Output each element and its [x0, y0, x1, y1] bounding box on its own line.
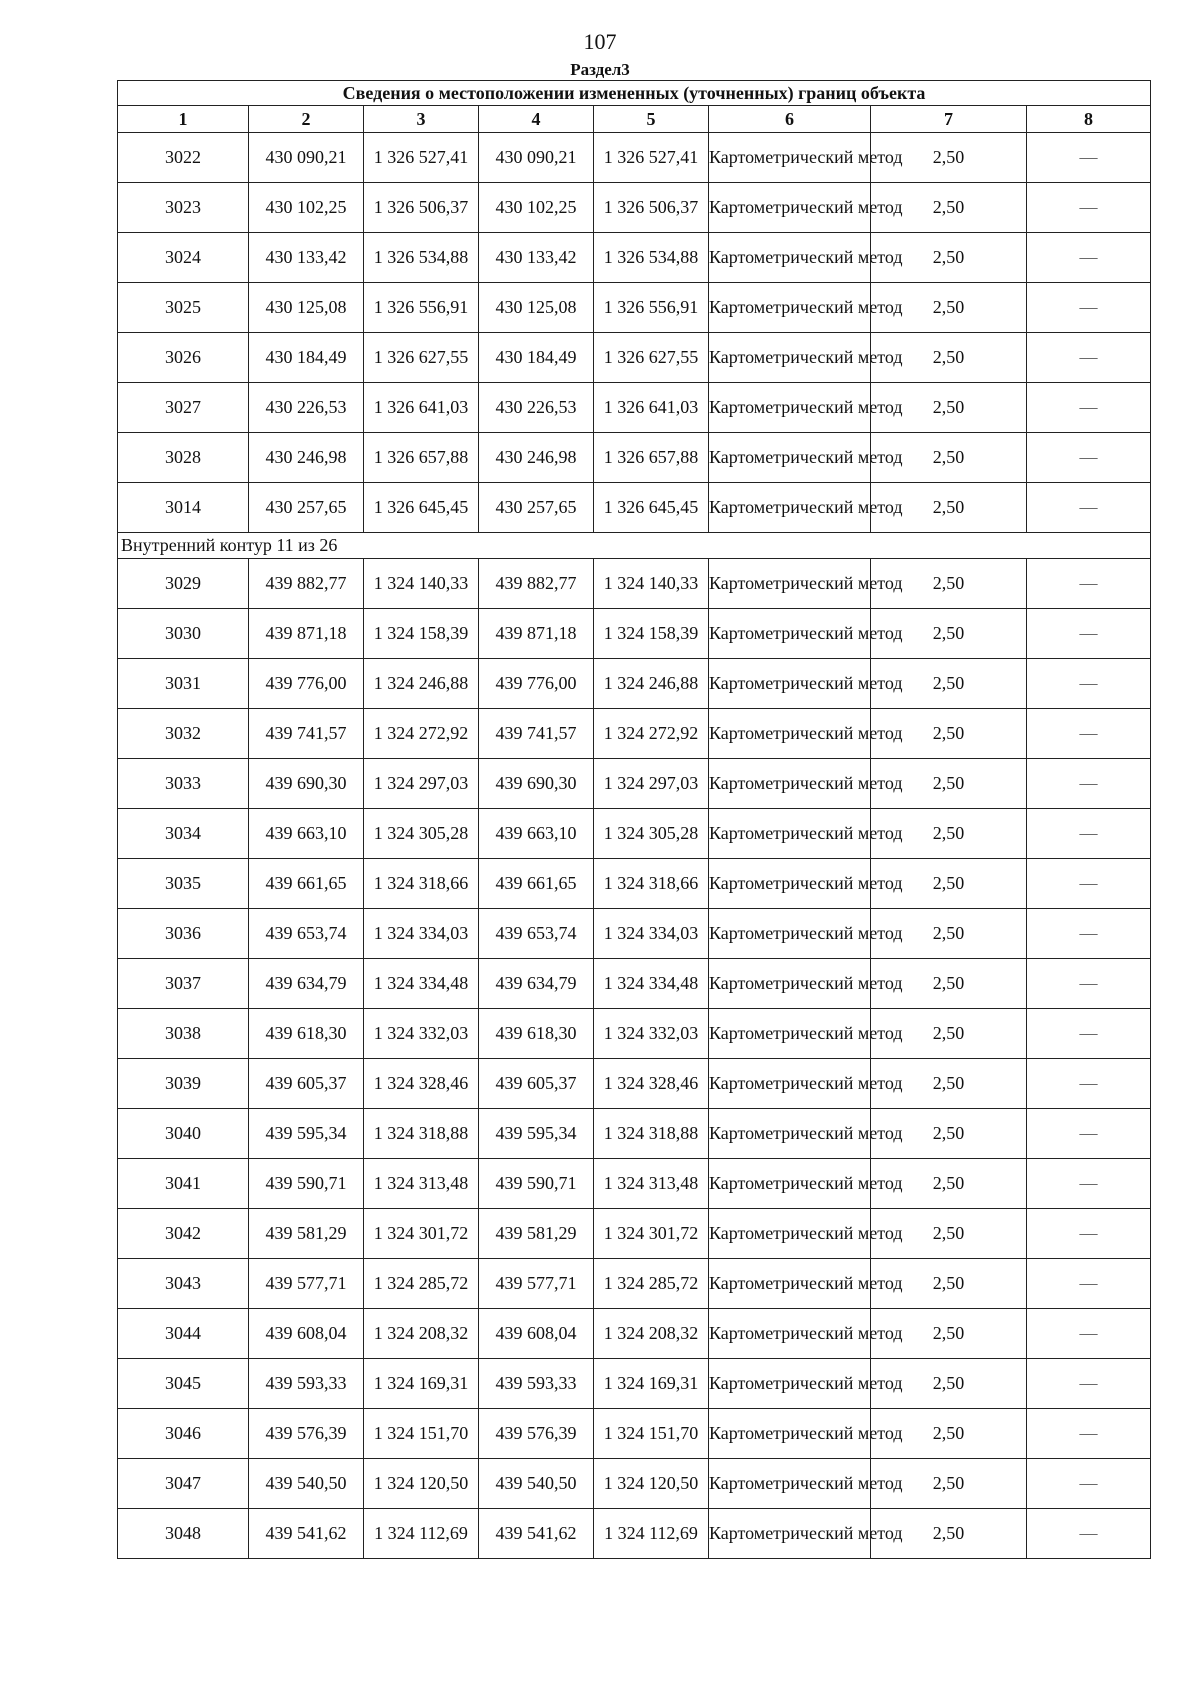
cell-accuracy: 2,50 [871, 959, 1027, 1009]
column-number: 2 [249, 106, 364, 133]
cell-method: Картометрический метод [709, 1409, 871, 1459]
cell-description: — [1027, 333, 1151, 383]
cell-x-new: 439 593,33 [479, 1359, 594, 1409]
cell-accuracy: 2,50 [871, 1259, 1027, 1309]
cell-method: Картометрический метод [709, 433, 871, 483]
table-row [118, 1409, 1151, 1459]
cell-method: Картометрический метод [709, 1259, 871, 1309]
cell-point-number: 3037 [118, 959, 249, 1009]
cell-y-old: 1 324 112,69 [364, 1509, 479, 1559]
cell-y-old: 1 324 318,66 [364, 859, 479, 909]
table-caption-row [118, 81, 1151, 106]
cell-y-old: 1 324 332,03 [364, 1009, 479, 1059]
cell-description: — [1027, 1259, 1151, 1309]
cell-x-old: 439 871,18 [249, 609, 364, 659]
cell-description: — [1027, 433, 1151, 483]
cell-point-number: 3023 [118, 183, 249, 233]
cell-y-old: 1 324 285,72 [364, 1259, 479, 1309]
cell-method: Картометрический метод [709, 333, 871, 383]
cell-accuracy: 2,50 [871, 233, 1027, 283]
cell-description: — [1027, 383, 1151, 433]
table-row [118, 559, 1151, 609]
table-row [118, 1259, 1151, 1309]
cell-y-new: 1 324 318,66 [594, 859, 709, 909]
cell-x-old: 439 577,71 [249, 1259, 364, 1309]
cell-description: — [1027, 909, 1151, 959]
cell-y-new: 1 324 332,03 [594, 1009, 709, 1059]
table-caption: Сведения о местоположении измененных (уточненных) границ объекта [118, 81, 1151, 106]
cell-description: — [1027, 1359, 1151, 1409]
cell-x-new: 439 608,04 [479, 1309, 594, 1359]
cell-accuracy: 2,50 [871, 383, 1027, 433]
cell-accuracy: 2,50 [871, 1459, 1027, 1509]
cell-description: — [1027, 1459, 1151, 1509]
table-row [118, 433, 1151, 483]
cell-x-old: 439 690,30 [249, 759, 364, 809]
cell-y-new: 1 326 556,91 [594, 283, 709, 333]
cell-accuracy: 2,50 [871, 709, 1027, 759]
cell-accuracy: 2,50 [871, 609, 1027, 659]
cell-point-number: 3014 [118, 483, 249, 533]
cell-x-old: 439 605,37 [249, 1059, 364, 1109]
table-row [118, 609, 1151, 659]
cell-description: — [1027, 183, 1151, 233]
cell-accuracy: 2,50 [871, 1359, 1027, 1409]
cell-y-new: 1 324 313,48 [594, 1159, 709, 1209]
cell-y-new: 1 326 534,88 [594, 233, 709, 283]
cell-method: Картометрический метод [709, 859, 871, 909]
cell-y-new: 1 324 318,88 [594, 1109, 709, 1159]
cell-y-new: 1 324 246,88 [594, 659, 709, 709]
table-row [118, 1009, 1151, 1059]
page-number: 107 [583, 29, 617, 54]
cell-description: — [1027, 483, 1151, 533]
cell-description: — [1027, 1109, 1151, 1159]
cell-x-new: 439 540,50 [479, 1459, 594, 1509]
table-row [118, 759, 1151, 809]
cell-accuracy: 2,50 [871, 133, 1027, 183]
cell-point-number: 3022 [118, 133, 249, 183]
cell-y-new: 1 324 151,70 [594, 1409, 709, 1459]
cell-x-old: 439 593,33 [249, 1359, 364, 1409]
cell-point-number: 3030 [118, 609, 249, 659]
cell-y-old: 1 324 272,92 [364, 709, 479, 759]
cell-accuracy: 2,50 [871, 1309, 1027, 1359]
cell-y-new: 1 326 657,88 [594, 433, 709, 483]
cell-y-old: 1 324 140,33 [364, 559, 479, 609]
table-row [118, 133, 1151, 183]
cell-y-old: 1 326 534,88 [364, 233, 479, 283]
cell-x-old: 439 776,00 [249, 659, 364, 709]
cell-accuracy: 2,50 [871, 333, 1027, 383]
cell-x-new: 430 102,25 [479, 183, 594, 233]
cell-point-number: 3043 [118, 1259, 249, 1309]
cell-accuracy: 2,50 [871, 1409, 1027, 1459]
table-row [118, 1059, 1151, 1109]
cell-y-new: 1 324 334,48 [594, 959, 709, 1009]
cell-method: Картометрический метод [709, 759, 871, 809]
cell-x-new: 439 634,79 [479, 959, 594, 1009]
column-number: 1 [118, 106, 249, 133]
cell-y-old: 1 324 334,48 [364, 959, 479, 1009]
cell-method: Картометрический метод [709, 483, 871, 533]
cell-y-new: 1 326 506,37 [594, 183, 709, 233]
cell-x-old: 430 246,98 [249, 433, 364, 483]
cell-y-old: 1 324 151,70 [364, 1409, 479, 1459]
cell-y-old: 1 326 657,88 [364, 433, 479, 483]
cell-x-new: 430 226,53 [479, 383, 594, 433]
cell-point-number: 3026 [118, 333, 249, 383]
cell-method: Картометрический метод [709, 1109, 871, 1159]
table-row [118, 1209, 1151, 1259]
cell-x-old: 430 102,25 [249, 183, 364, 233]
cell-point-number: 3032 [118, 709, 249, 759]
cell-method: Картометрический метод [709, 1509, 871, 1559]
cell-point-number: 3044 [118, 1309, 249, 1359]
cell-x-new: 439 577,71 [479, 1259, 594, 1309]
cell-method: Картометрический метод [709, 1309, 871, 1359]
table-row [118, 1459, 1151, 1509]
table-row [118, 959, 1151, 1009]
cell-x-old: 439 581,29 [249, 1209, 364, 1259]
cell-x-old: 439 882,77 [249, 559, 364, 609]
cell-y-old: 1 326 556,91 [364, 283, 479, 333]
cell-x-new: 439 661,65 [479, 859, 594, 909]
cell-accuracy: 2,50 [871, 659, 1027, 709]
cell-y-new: 1 326 641,03 [594, 383, 709, 433]
cell-method: Картометрический метод [709, 383, 871, 433]
column-number: 5 [594, 106, 709, 133]
cell-method: Картометрический метод [709, 1459, 871, 1509]
cell-method: Картометрический метод [709, 283, 871, 333]
cell-method: Картометрический метод [709, 909, 871, 959]
cell-x-new: 439 590,71 [479, 1159, 594, 1209]
cell-description: — [1027, 283, 1151, 333]
cell-y-new: 1 324 301,72 [594, 1209, 709, 1259]
cell-x-new: 430 257,65 [479, 483, 594, 533]
cell-x-new: 439 581,29 [479, 1209, 594, 1259]
cell-y-old: 1 326 527,41 [364, 133, 479, 183]
column-number: 8 [1027, 106, 1151, 133]
contour-label-row [118, 533, 1151, 559]
cell-x-new: 439 618,30 [479, 1009, 594, 1059]
cell-y-new: 1 326 527,41 [594, 133, 709, 183]
cell-y-old: 1 324 318,88 [364, 1109, 479, 1159]
table-row [118, 1509, 1151, 1559]
table-row [118, 1359, 1151, 1409]
cell-point-number: 3047 [118, 1459, 249, 1509]
cell-accuracy: 2,50 [871, 1109, 1027, 1159]
cell-x-new: 439 595,34 [479, 1109, 594, 1159]
cell-description: — [1027, 1009, 1151, 1059]
cell-accuracy: 2,50 [871, 859, 1027, 909]
cell-x-old: 439 541,62 [249, 1509, 364, 1559]
cell-method: Картометрический метод [709, 133, 871, 183]
cell-x-old: 439 576,39 [249, 1409, 364, 1459]
cell-x-new: 439 690,30 [479, 759, 594, 809]
cell-point-number: 3034 [118, 809, 249, 859]
cell-description: — [1027, 759, 1151, 809]
cell-x-new: 439 576,39 [479, 1409, 594, 1459]
section-title: Раздел3 [570, 60, 630, 79]
cell-accuracy: 2,50 [871, 1009, 1027, 1059]
column-number: 6 [709, 106, 871, 133]
column-number-row [118, 106, 1151, 133]
cell-y-old: 1 326 641,03 [364, 383, 479, 433]
cell-x-old: 430 184,49 [249, 333, 364, 383]
table-row [118, 333, 1151, 383]
cell-method: Картометрический метод [709, 1209, 871, 1259]
cell-description: — [1027, 609, 1151, 659]
column-number: 7 [871, 106, 1027, 133]
cell-accuracy: 2,50 [871, 559, 1027, 609]
cell-x-old: 439 661,65 [249, 859, 364, 909]
cell-point-number: 3028 [118, 433, 249, 483]
cell-point-number: 3029 [118, 559, 249, 609]
cell-method: Картометрический метод [709, 1159, 871, 1209]
cell-method: Картометрический метод [709, 809, 871, 859]
cell-y-old: 1 324 328,46 [364, 1059, 479, 1109]
cell-x-old: 439 741,57 [249, 709, 364, 759]
cell-y-new: 1 324 272,92 [594, 709, 709, 759]
cell-method: Картометрический метод [709, 609, 871, 659]
table-row [118, 809, 1151, 859]
table-row [118, 1309, 1151, 1359]
cell-y-old: 1 326 627,55 [364, 333, 479, 383]
cell-method: Картометрический метод [709, 233, 871, 283]
cell-method: Картометрический метод [709, 959, 871, 1009]
cell-description: — [1027, 1209, 1151, 1259]
cell-description: — [1027, 1309, 1151, 1359]
cell-x-new: 430 246,98 [479, 433, 594, 483]
cell-description: — [1027, 809, 1151, 859]
cell-description: — [1027, 709, 1151, 759]
cell-x-old: 430 226,53 [249, 383, 364, 433]
cell-y-new: 1 326 627,55 [594, 333, 709, 383]
table-row [118, 1109, 1151, 1159]
cell-description: — [1027, 959, 1151, 1009]
cell-method: Картометрический метод [709, 183, 871, 233]
table-row [118, 859, 1151, 909]
cell-y-new: 1 324 169,31 [594, 1359, 709, 1409]
cell-point-number: 3027 [118, 383, 249, 433]
cell-point-number: 3046 [118, 1409, 249, 1459]
table-row [118, 283, 1151, 333]
cell-y-old: 1 324 169,31 [364, 1359, 479, 1409]
cell-accuracy: 2,50 [871, 483, 1027, 533]
cell-accuracy: 2,50 [871, 1509, 1027, 1559]
cell-point-number: 3033 [118, 759, 249, 809]
cell-accuracy: 2,50 [871, 283, 1027, 333]
cell-point-number: 3036 [118, 909, 249, 959]
cell-x-old: 430 125,08 [249, 283, 364, 333]
cell-description: — [1027, 559, 1151, 609]
cell-description: — [1027, 233, 1151, 283]
cell-y-new: 1 324 305,28 [594, 809, 709, 859]
cell-description: — [1027, 659, 1151, 709]
cell-y-old: 1 324 246,88 [364, 659, 479, 709]
boundary-coordinates-table [117, 80, 1151, 1559]
cell-x-new: 439 605,37 [479, 1059, 594, 1109]
cell-y-new: 1 326 645,45 [594, 483, 709, 533]
cell-y-old: 1 324 208,32 [364, 1309, 479, 1359]
cell-accuracy: 2,50 [871, 1159, 1027, 1209]
cell-x-new: 439 741,57 [479, 709, 594, 759]
cell-point-number: 3035 [118, 859, 249, 909]
cell-x-new: 430 184,49 [479, 333, 594, 383]
cell-y-new: 1 324 328,46 [594, 1059, 709, 1109]
cell-method: Картометрический метод [709, 559, 871, 609]
cell-y-old: 1 324 297,03 [364, 759, 479, 809]
cell-x-new: 430 133,42 [479, 233, 594, 283]
cell-accuracy: 2,50 [871, 809, 1027, 859]
cell-point-number: 3045 [118, 1359, 249, 1409]
cell-x-old: 439 595,34 [249, 1109, 364, 1159]
cell-description: — [1027, 1509, 1151, 1559]
cell-point-number: 3038 [118, 1009, 249, 1059]
cell-x-new: 430 125,08 [479, 283, 594, 333]
cell-method: Картометрический метод [709, 659, 871, 709]
cell-point-number: 3039 [118, 1059, 249, 1109]
cell-description: — [1027, 1059, 1151, 1109]
cell-x-new: 439 776,00 [479, 659, 594, 709]
cell-x-old: 430 257,65 [249, 483, 364, 533]
cell-accuracy: 2,50 [871, 1209, 1027, 1259]
contour-label: Внутренний контур 11 из 26 [118, 533, 1151, 559]
table-row [118, 233, 1151, 283]
table-body [118, 133, 1151, 1559]
cell-description: — [1027, 859, 1151, 909]
cell-x-old: 439 653,74 [249, 909, 364, 959]
table-row [118, 383, 1151, 433]
cell-point-number: 3048 [118, 1509, 249, 1559]
cell-x-old: 439 663,10 [249, 809, 364, 859]
cell-description: — [1027, 1409, 1151, 1459]
cell-accuracy: 2,50 [871, 1059, 1027, 1109]
cell-point-number: 3042 [118, 1209, 249, 1259]
cell-method: Картометрический метод [709, 1359, 871, 1409]
column-number: 3 [364, 106, 479, 133]
cell-y-old: 1 324 313,48 [364, 1159, 479, 1209]
cell-description: — [1027, 133, 1151, 183]
cell-y-old: 1 326 645,45 [364, 483, 479, 533]
cell-accuracy: 2,50 [871, 759, 1027, 809]
cell-y-old: 1 324 158,39 [364, 609, 479, 659]
table-row [118, 709, 1151, 759]
cell-x-new: 439 541,62 [479, 1509, 594, 1559]
cell-x-old: 439 590,71 [249, 1159, 364, 1209]
cell-y-new: 1 324 208,32 [594, 1309, 709, 1359]
cell-accuracy: 2,50 [871, 183, 1027, 233]
cell-point-number: 3024 [118, 233, 249, 283]
cell-y-old: 1 324 120,50 [364, 1459, 479, 1509]
table-row [118, 659, 1151, 709]
cell-accuracy: 2,50 [871, 909, 1027, 959]
table-row [118, 483, 1151, 533]
cell-x-old: 439 540,50 [249, 1459, 364, 1509]
cell-x-old: 430 090,21 [249, 133, 364, 183]
table-row [118, 909, 1151, 959]
cell-x-old: 430 133,42 [249, 233, 364, 283]
cell-x-old: 439 608,04 [249, 1309, 364, 1359]
cell-point-number: 3041 [118, 1159, 249, 1209]
cell-point-number: 3031 [118, 659, 249, 709]
cell-x-new: 439 882,77 [479, 559, 594, 609]
cell-y-new: 1 324 140,33 [594, 559, 709, 609]
cell-y-new: 1 324 112,69 [594, 1509, 709, 1559]
cell-x-old: 439 634,79 [249, 959, 364, 1009]
cell-y-new: 1 324 297,03 [594, 759, 709, 809]
cell-y-old: 1 324 305,28 [364, 809, 479, 859]
cell-x-new: 439 871,18 [479, 609, 594, 659]
cell-y-new: 1 324 334,03 [594, 909, 709, 959]
cell-point-number: 3040 [118, 1109, 249, 1159]
cell-method: Картометрический метод [709, 709, 871, 759]
cell-accuracy: 2,50 [871, 433, 1027, 483]
cell-description: — [1027, 1159, 1151, 1209]
cell-y-old: 1 324 301,72 [364, 1209, 479, 1259]
cell-y-new: 1 324 120,50 [594, 1459, 709, 1509]
cell-x-new: 430 090,21 [479, 133, 594, 183]
cell-method: Картометрический метод [709, 1059, 871, 1109]
cell-y-old: 1 324 334,03 [364, 909, 479, 959]
table-row [118, 1159, 1151, 1209]
cell-y-old: 1 326 506,37 [364, 183, 479, 233]
column-number: 4 [479, 106, 594, 133]
cell-method: Картометрический метод [709, 1009, 871, 1059]
cell-x-new: 439 653,74 [479, 909, 594, 959]
cell-y-new: 1 324 285,72 [594, 1259, 709, 1309]
cell-x-new: 439 663,10 [479, 809, 594, 859]
cell-x-old: 439 618,30 [249, 1009, 364, 1059]
table-row [118, 183, 1151, 233]
cell-point-number: 3025 [118, 283, 249, 333]
cell-y-new: 1 324 158,39 [594, 609, 709, 659]
